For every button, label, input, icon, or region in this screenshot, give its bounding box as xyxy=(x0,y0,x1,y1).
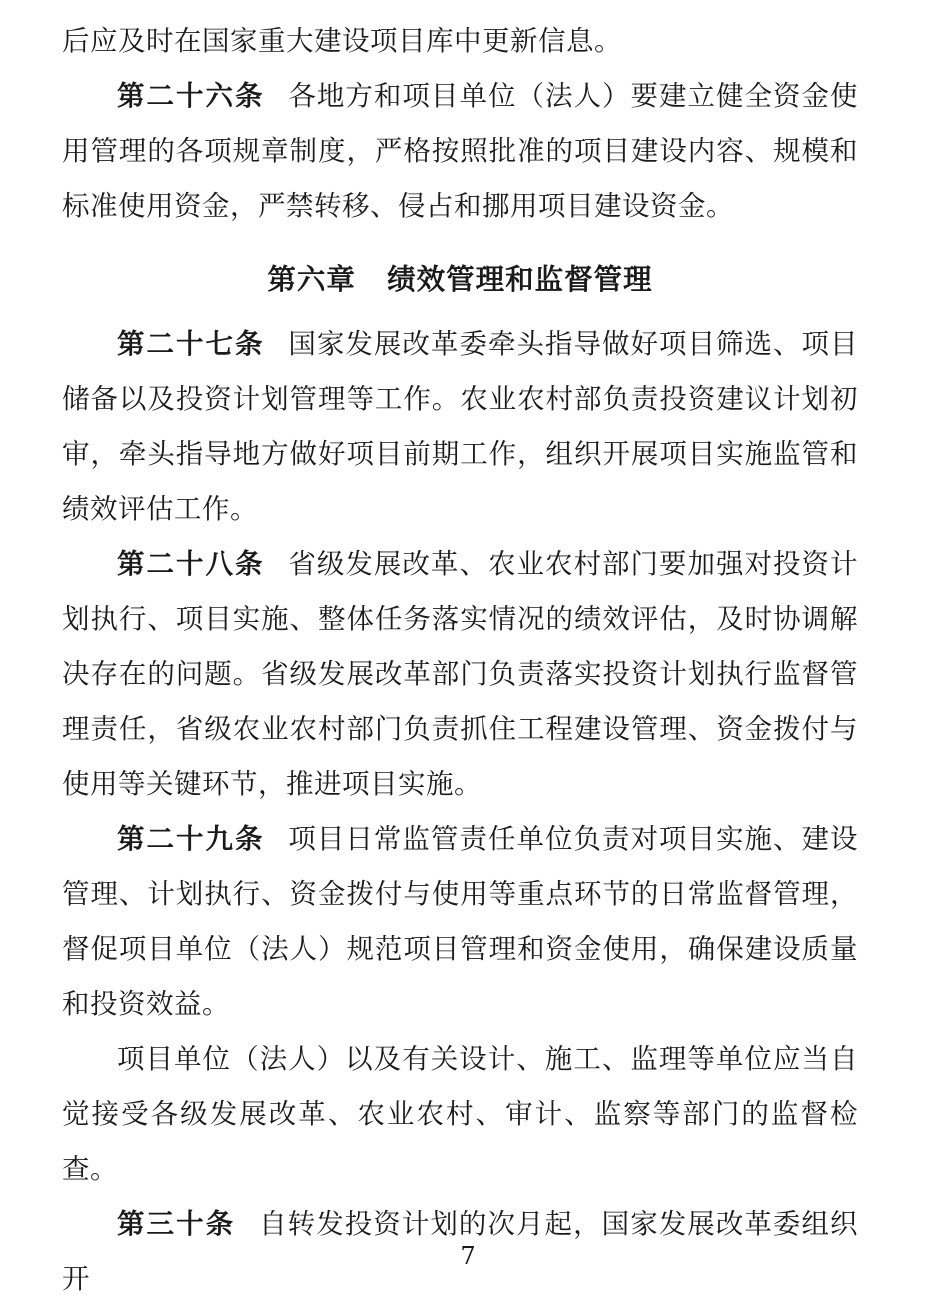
article-text: 各地方和项目单位（法人）要建立健全资金使用管理的各项规章制度，严格按照批准的项目建设内容、规模和标准使用资金，严禁转移、侵占和挪用项目建设资金。 xyxy=(62,80,859,222)
chapter-number: 第六章 xyxy=(267,262,356,296)
article-text: 项目日常监管责任单位负责对项目实施、建设管理、计划执行、资金拨付与使用等重点环节的日常监督管理，督促项目单位（法人）规范项目管理和资金使用，确保建设质量和投资效益。 xyxy=(62,823,859,1020)
article-text: 自转发投资计划的次月起，国家发展改革委组织开 xyxy=(62,1208,859,1295)
article-paragraph xyxy=(62,537,858,812)
article-text: 省级发展改革、农业农村部门要加强对投资计划执行、项目实施、整体任务落实情况的绩效评估，及时协调解决存在的问题。省级发展改革部门负责落实投资计划执行监督管理责任，省级农业农村部门负责抓住工程建设管理、资金拨付与使用等关键环节，推进项目实施。 xyxy=(62,548,859,800)
chapter-heading xyxy=(62,252,858,307)
article-number: 第二十八条 xyxy=(117,548,265,580)
paragraph-text: 项目单位（法人）以及有关设计、施工、监理等单位应当自觉接受各级发展改革、农业农村、审计、监察等部门的监督检查。 xyxy=(62,1043,858,1185)
article-number: 第二十九条 xyxy=(117,823,265,855)
article-number: 第二十七条 xyxy=(117,328,265,360)
continuation-paragraph xyxy=(62,14,858,69)
article-number: 第三十条 xyxy=(117,1208,236,1240)
page-number: 7 xyxy=(460,1242,476,1270)
article-text: 国家发展改革委牵头指导做好项目筛选、项目储备以及投资计划管理等工作。农业农村部负责投资建议计划初审，牵头指导地方做好项目前期工作，组织开展项目实施监管和绩效评估工作。 xyxy=(62,328,859,525)
article-paragraph xyxy=(62,317,858,537)
chapter-title: 绩效管理和监督管理 xyxy=(387,262,653,296)
article-paragraph xyxy=(62,812,858,1032)
article-paragraph xyxy=(62,69,858,234)
continuation-text: 后应及时在国家重大建设项目库中更新信息。 xyxy=(62,25,622,57)
document-body xyxy=(62,14,858,1307)
article-number: 第二十六条 xyxy=(117,80,265,112)
body-paragraph xyxy=(62,1032,858,1197)
